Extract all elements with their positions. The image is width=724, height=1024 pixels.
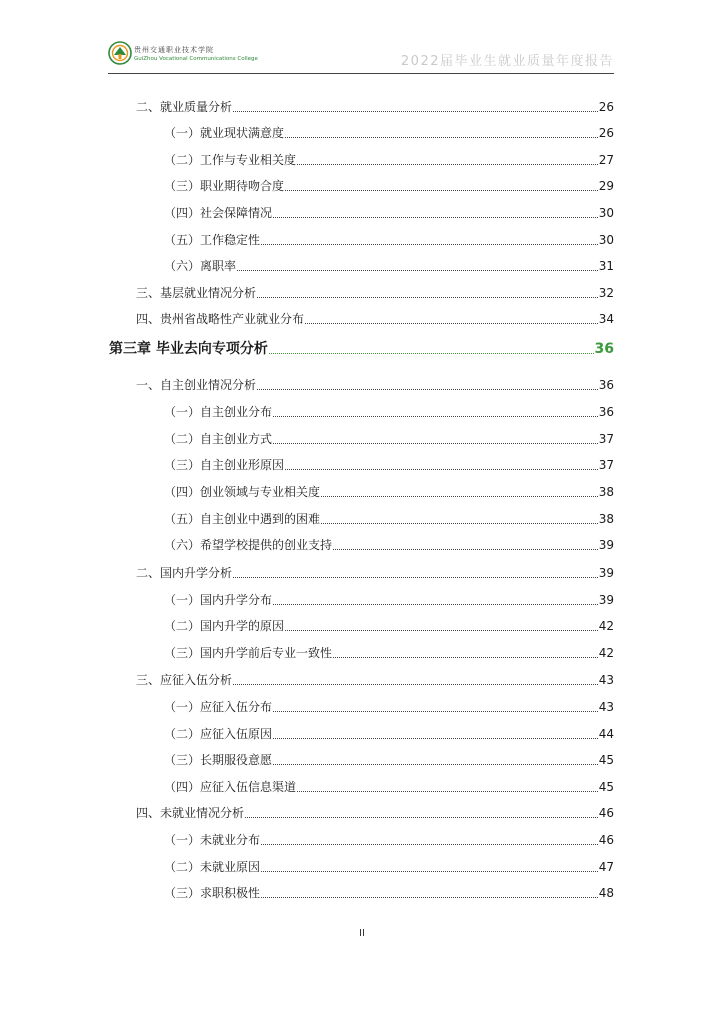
toc-entry[interactable]	[0, 775, 614, 795]
toc-entry-page: 32	[598, 286, 614, 300]
dot-leader	[233, 577, 598, 578]
toc-entry[interactable]	[0, 307, 614, 327]
toc-entry-title: （二）未就业原因	[164, 860, 261, 874]
toc-entry[interactable]	[0, 533, 614, 553]
dot-leader	[261, 871, 598, 872]
toc-entry-title: 四、未就业情况分析	[136, 806, 245, 820]
toc-entry[interactable]	[0, 400, 614, 420]
dot-leader	[305, 323, 598, 324]
toc-entry-title: （五）自主创业中遇到的困难	[164, 512, 321, 526]
toc-entry-title: （三）国内升学前后专业一致性	[164, 646, 333, 660]
toc-entry[interactable]	[0, 174, 614, 194]
school-logo	[108, 40, 258, 70]
toc-entry-title: （二）应征入伍原因	[164, 727, 273, 741]
toc-entry-title: （二）国内升学的原因	[164, 619, 285, 633]
dot-leader	[261, 844, 598, 845]
dot-leader	[257, 297, 598, 298]
dot-leader	[321, 496, 598, 497]
dot-leader	[333, 549, 598, 550]
school-name: 贵州交通职业技术学院	[134, 46, 214, 54]
dot-leader	[285, 630, 598, 631]
toc-entry[interactable]	[0, 748, 614, 768]
school-name-en: GuiZhou Vocational Communications College	[134, 56, 258, 62]
toc-entry[interactable]	[0, 427, 614, 447]
toc-entry-page: 45	[598, 780, 614, 794]
toc-entry-title: （三）职业期待吻合度	[164, 179, 285, 193]
toc-entry-title: （一）未就业分布	[164, 833, 261, 847]
toc-entry[interactable]	[0, 95, 614, 115]
toc-entry-page: 36	[594, 341, 614, 357]
toc-entry[interactable]	[0, 881, 614, 901]
toc-entry[interactable]	[0, 148, 614, 168]
toc-entry-title: （二）工作与专业相关度	[164, 153, 297, 167]
toc-entry-page: 38	[598, 485, 614, 499]
toc-entry[interactable]	[0, 641, 614, 661]
toc-entry[interactable]	[0, 801, 614, 821]
dot-leader	[273, 217, 598, 218]
toc-entry-title: 三、应征入伍分析	[136, 673, 233, 687]
toc-entry-page: 31	[598, 259, 614, 273]
toc-entry[interactable]	[0, 453, 614, 473]
toc-entry-page: 30	[598, 206, 614, 220]
dot-leader	[261, 244, 598, 245]
toc-entry[interactable]	[0, 228, 614, 248]
dot-leader	[273, 443, 598, 444]
toc-entry[interactable]	[0, 722, 614, 742]
toc-entry[interactable]	[0, 281, 614, 301]
header-divider	[108, 73, 614, 74]
dot-leader	[297, 791, 598, 792]
toc-entry[interactable]	[0, 254, 614, 274]
dot-leader	[245, 817, 598, 818]
toc-entry-page: 36	[598, 378, 614, 392]
toc-entry-page: 47	[598, 860, 614, 874]
toc-entry[interactable]	[0, 828, 614, 848]
dot-leader	[321, 523, 598, 524]
toc-entry-page: 39	[598, 593, 614, 607]
toc-entry-page: 36	[598, 405, 614, 419]
toc-entry-title: 三、基层就业情况分析	[136, 286, 257, 300]
dot-leader	[273, 738, 598, 739]
toc-entry-title: 二、就业质量分析	[136, 100, 233, 114]
dot-leader	[285, 190, 598, 191]
toc-entry-page: 45	[598, 753, 614, 767]
toc-entry-title: （二）自主创业方式	[164, 432, 273, 446]
toc-entry[interactable]	[0, 201, 614, 221]
toc-entry-page: 43	[598, 673, 614, 687]
toc-entry-page: 46	[598, 806, 614, 820]
toc-entry-page: 43	[598, 700, 614, 714]
dot-leader	[233, 111, 598, 112]
toc-entry-title: （一）国内升学分布	[164, 593, 273, 607]
toc-entry-page: 37	[598, 458, 614, 472]
toc-entry-title: 二、国内升学分析	[136, 566, 233, 580]
dot-leader	[297, 164, 598, 165]
toc-entry-title: 一、自主创业情况分析	[136, 378, 257, 392]
toc-entry-page: 39	[598, 538, 614, 552]
toc-entry-title: （五）工作稳定性	[164, 233, 261, 247]
toc-entry-title: （一）就业现状满意度	[164, 126, 285, 140]
toc-entry-title: （三）求职积极性	[164, 886, 261, 900]
toc-entry[interactable]	[0, 668, 614, 688]
toc-entry-page: 38	[598, 512, 614, 526]
toc-entry-title: （四）创业领域与专业相关度	[164, 485, 321, 499]
toc-entry-title: 四、贵州省战略性产业就业分布	[136, 312, 305, 326]
toc-entry[interactable]	[0, 855, 614, 875]
toc-entry-page: 44	[598, 727, 614, 741]
toc-entry-page: 42	[598, 646, 614, 660]
toc-entry[interactable]	[0, 614, 614, 634]
toc-entry-title: （三）长期服役意愿	[164, 753, 273, 767]
toc-entry[interactable]	[0, 507, 614, 527]
dot-leader	[257, 389, 598, 390]
toc-entry-title: （一）自主创业分布	[164, 405, 273, 419]
toc-entry-page: 37	[598, 432, 614, 446]
toc-entry[interactable]	[0, 121, 614, 141]
dot-leader	[285, 469, 598, 470]
page-number: II	[359, 928, 365, 939]
toc-entry[interactable]	[0, 480, 614, 500]
toc-chapter-entry[interactable]	[0, 337, 614, 357]
toc-entry-title: （一）应征入伍分布	[164, 700, 273, 714]
toc-entry-title: （三）自主创业形原因	[164, 458, 285, 472]
toc-entry-title: 第三章 毕业去向专项分析	[109, 341, 268, 357]
toc-entry-page: 26	[598, 100, 614, 114]
dot-leader	[233, 684, 598, 685]
dot-leader	[273, 764, 598, 765]
toc-entry-page: 30	[598, 233, 614, 247]
toc-entry-page: 46	[598, 833, 614, 847]
dot-leader	[237, 270, 598, 271]
toc-entry-page: 29	[598, 179, 614, 193]
toc-entry[interactable]	[0, 588, 614, 608]
report-title: 2022届毕业生就业质量年度报告	[400, 54, 614, 69]
toc-entry-page: 39	[598, 566, 614, 580]
toc-entry[interactable]	[0, 695, 614, 715]
toc-entry-page: 48	[598, 886, 614, 900]
toc-entry[interactable]	[0, 561, 614, 581]
toc-entry-page: 27	[598, 153, 614, 167]
dot-leader	[273, 416, 598, 417]
toc-entry-title: （四）应征入伍信息渠道	[164, 780, 297, 794]
toc-entry-page: 42	[598, 619, 614, 633]
toc-entry-title: （六）希望学校提供的创业支持	[164, 538, 333, 552]
dot-leader	[269, 353, 594, 354]
toc-entry-page: 26	[598, 126, 614, 140]
toc-entry[interactable]	[0, 373, 614, 393]
dot-leader	[333, 657, 598, 658]
toc-entry-page: 34	[598, 312, 614, 326]
page-header	[108, 40, 614, 74]
dot-leader	[285, 137, 598, 138]
dot-leader	[273, 711, 598, 712]
dot-leader	[273, 604, 598, 605]
dot-leader	[261, 897, 598, 898]
toc-entry-title: （四）社会保障情况	[164, 206, 273, 220]
toc-entry-title: （六）离职率	[164, 259, 237, 273]
school-emblem-icon	[108, 41, 132, 65]
